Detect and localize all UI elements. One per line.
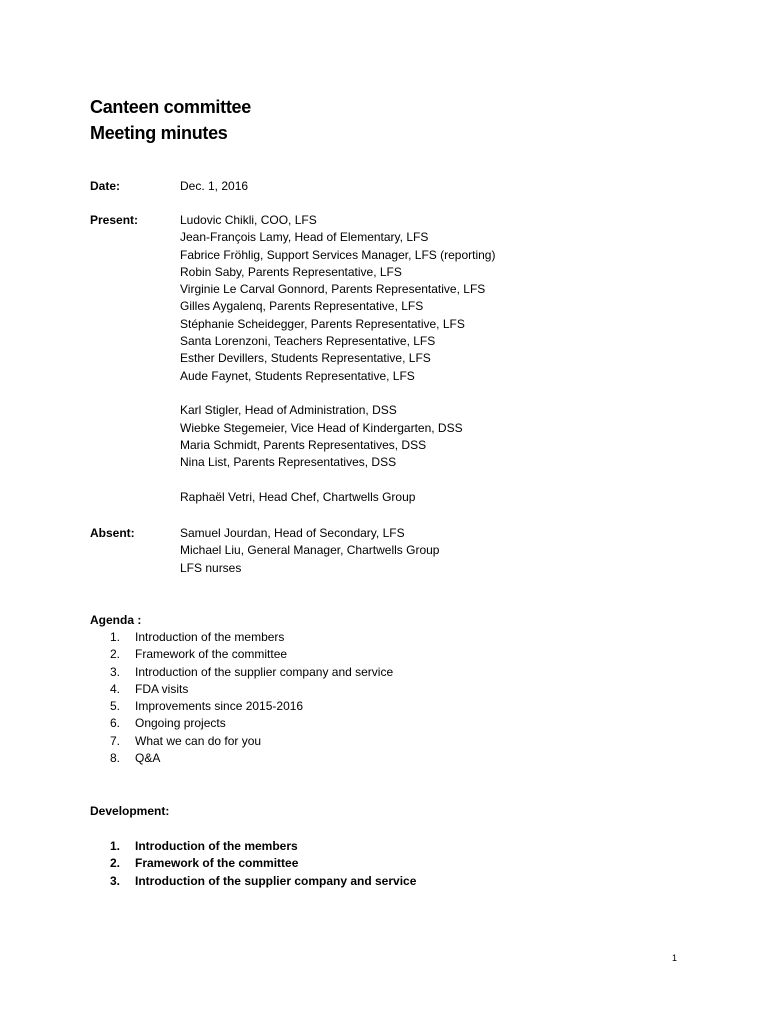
list-number: 7.: [110, 733, 121, 748]
list-number: 6.: [110, 716, 121, 731]
agenda-item-text: Improvements since 2015-2016: [135, 699, 304, 714]
development-heading: Development:: [90, 804, 170, 818]
list-item: [110, 629, 393, 646]
list-item: [110, 698, 393, 715]
list-item: [110, 855, 416, 872]
date-value: Dec. 1, 2016: [180, 179, 249, 193]
page-number: 1: [672, 953, 678, 963]
attendee: Esther Devillers, Students Representative, LFS: [180, 351, 431, 366]
date-label: Date:: [90, 179, 121, 193]
development-list: [110, 838, 416, 890]
attendee: Fabrice Fröhlig, Support Services Manager, LFS (reporting): [180, 247, 496, 262]
list-number: 8.: [110, 751, 121, 766]
attendee: Stéphanie Scheidegger, Parents Representative, LFS: [180, 316, 465, 331]
agenda-item-text: FDA visits: [135, 681, 189, 696]
agenda-item-text: Framework of the committee: [135, 647, 288, 662]
list-number: 5.: [110, 699, 121, 714]
list-item: [110, 750, 393, 767]
attendee: Gilles Aygalenq, Parents Representative, LFS: [180, 299, 424, 314]
present-list: [180, 212, 600, 506]
attendee: Nina List, Parents Representatives, DSS: [180, 455, 397, 470]
list-number: 1.: [110, 630, 121, 644]
attendee: Virginie Le Carval Gonnord, Parents Representative, LFS: [180, 282, 486, 297]
list-item: [110, 715, 393, 732]
list-number: 2.: [110, 856, 121, 871]
list-item: [110, 733, 393, 750]
attendee: Karl Stigler, Head of Administration, DSS: [180, 403, 397, 418]
attendee: Robin Saby, Parents Representative, LFS: [180, 264, 402, 279]
agenda-list: [110, 629, 393, 767]
agenda-item-text: Introduction of the members: [135, 630, 285, 644]
attendee: Santa Lorenzoni, Teachers Representative, LFS: [180, 334, 436, 349]
list-item: [110, 838, 416, 855]
list-number: 3.: [110, 664, 121, 679]
document-subtitle: Meeting minutes: [90, 123, 228, 143]
attendee: Aude Faynet, Students Representative, LFS: [180, 368, 415, 383]
attendee: Raphaël Vetri, Head Chef, Chartwells Group: [180, 489, 416, 504]
list-item: [110, 646, 393, 663]
attendee: Ludovic Chikli, COO, LFS: [180, 213, 317, 227]
attendee: Jean-François Lamy, Head of Elementary, LFS: [180, 230, 429, 245]
list-item: [110, 681, 393, 698]
agenda-item-text: Ongoing projects: [135, 716, 226, 731]
agenda-item-text: Q&A: [135, 751, 161, 766]
development-item-text: Introduction of the supplier company and service: [135, 873, 417, 888]
absentee: Michael Liu, General Manager, Chartwells Group: [180, 543, 440, 558]
attendee: Maria Schmidt, Parents Representatives, DSS: [180, 437, 427, 452]
document-title: Canteen committee: [90, 97, 251, 117]
development-item-text: Introduction of the members: [135, 839, 298, 853]
list-item: [110, 873, 416, 890]
list-number: 1.: [110, 839, 121, 853]
list-number: 3.: [110, 873, 121, 888]
agenda-item-text: Introduction of the supplier company and service: [135, 664, 394, 679]
list-number: 2.: [110, 647, 121, 662]
absent-label: Absent:: [90, 526, 135, 540]
list-number: 4.: [110, 681, 121, 696]
development-item-text: Framework of the committee: [135, 856, 299, 871]
absentee: Samuel Jourdan, Head of Secondary, LFS: [180, 526, 405, 540]
agenda-item-text: What we can do for you: [135, 733, 262, 748]
list-item: [110, 664, 393, 681]
present-label: Present:: [90, 213, 139, 227]
agenda-heading: Agenda :: [90, 613, 142, 627]
attendee: Wiebke Stegemeier, Vice Head of Kindergarten, DSS: [180, 420, 463, 435]
absent-list: [180, 525, 600, 577]
absentee: LFS nurses: [180, 560, 242, 575]
